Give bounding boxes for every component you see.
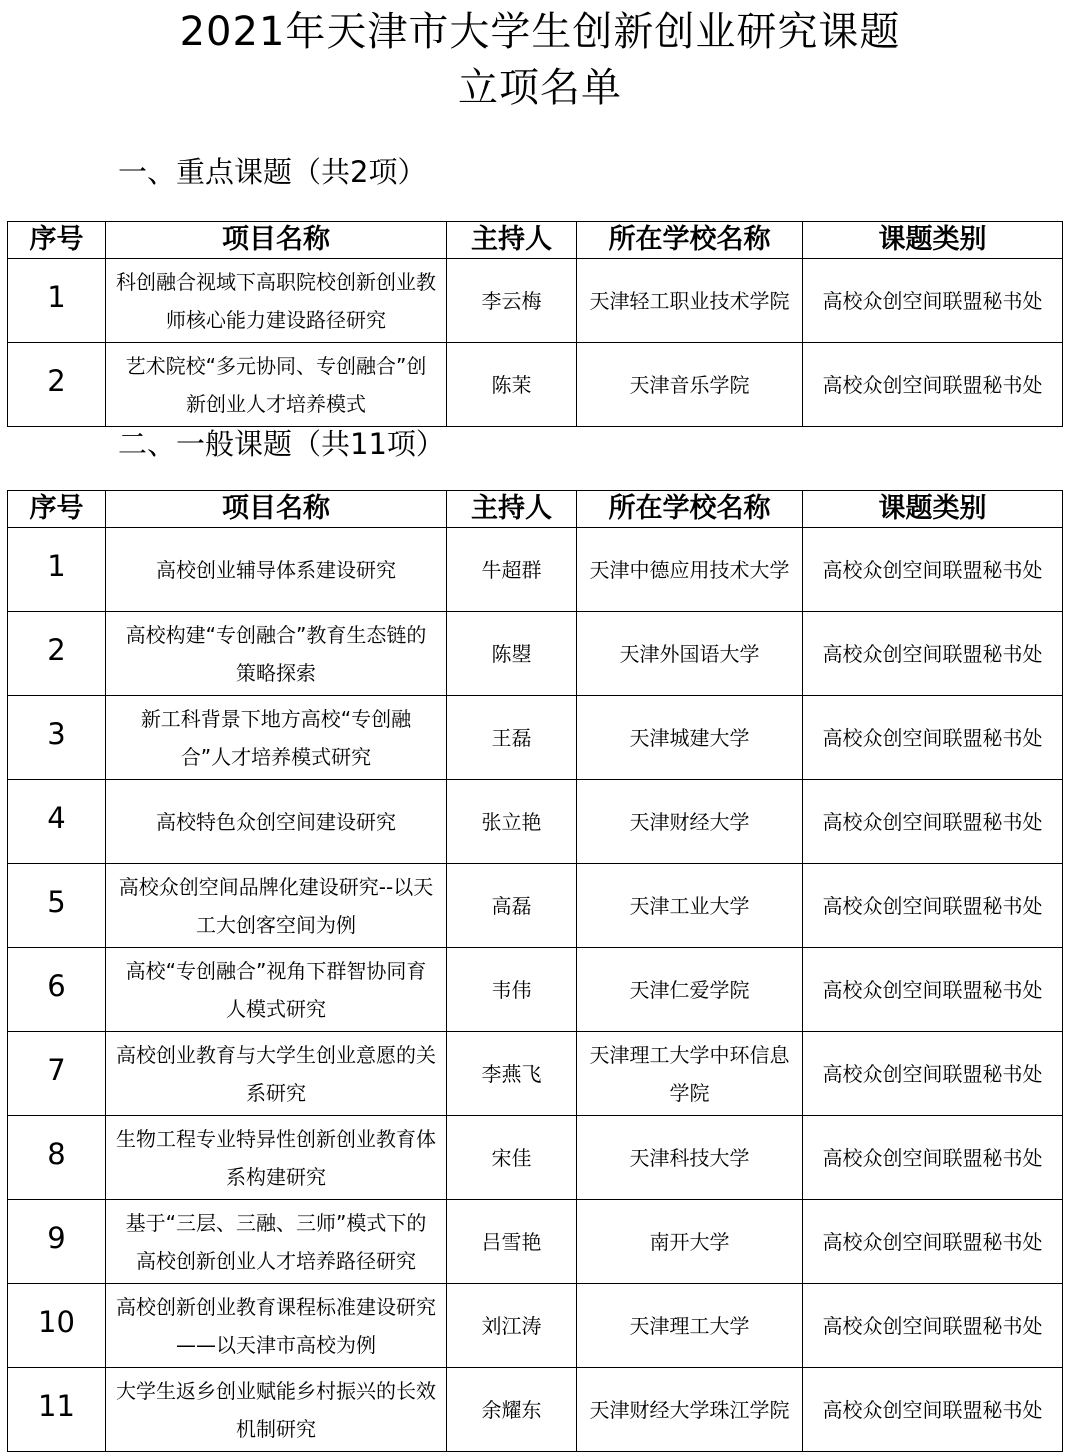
header-school: 所在学校名称 (577, 222, 803, 259)
row-number: 1 (8, 528, 106, 612)
header-host: 主持人 (447, 491, 577, 528)
project-category: 高校众创空间联盟秘书处 (803, 259, 1063, 343)
page-title: 2021年天津市大学生创新创业研究课题 (179, 9, 901, 55)
project-name: 科创融合视域下高职院校创新创业教师核心能力建设路径研究 (106, 259, 447, 343)
table-row (8, 1368, 1063, 1452)
host-name: 高磊 (447, 864, 577, 948)
header-category: 课题类别 (803, 222, 1063, 259)
table-body (8, 528, 1063, 1452)
school-name: 天津城建大学 (577, 696, 803, 780)
project-name: 生物工程专业特异性创新创业教育体系构建研究 (106, 1116, 447, 1200)
project-category: 高校众创空间联盟秘书处 (803, 780, 1063, 864)
host-name: 张立艳 (447, 780, 577, 864)
table-row (8, 343, 1063, 427)
table-row (8, 1032, 1063, 1116)
table-row (8, 696, 1063, 780)
row-number: 9 (8, 1200, 106, 1284)
row-number: 1 (8, 259, 106, 343)
project-category: 高校众创空间联盟秘书处 (803, 696, 1063, 780)
table-body (8, 259, 1063, 427)
project-category: 高校众创空间联盟秘书处 (803, 1368, 1063, 1452)
row-number: 5 (8, 864, 106, 948)
school-name: 天津财经大学 (577, 780, 803, 864)
page-subtitle: 立项名单 (458, 65, 622, 111)
header-host: 主持人 (447, 222, 577, 259)
section-heading-key: 一、重点课题（共2项） (118, 155, 427, 189)
project-category: 高校众创空间联盟秘书处 (803, 1284, 1063, 1368)
project-name: 高校“专创融合”视角下群智协同育人模式研究 (106, 948, 447, 1032)
project-name: 大学生返乡创业赋能乡村振兴的长效机制研究 (106, 1368, 447, 1452)
school-name: 天津外国语大学 (577, 612, 803, 696)
project-name: 基于“三层、三融、三师”模式下的高校创新创业人才培养路径研究 (106, 1200, 447, 1284)
row-number: 4 (8, 780, 106, 864)
project-category: 高校众创空间联盟秘书处 (803, 864, 1063, 948)
project-category: 高校众创空间联盟秘书处 (803, 343, 1063, 427)
project-category: 高校众创空间联盟秘书处 (803, 1032, 1063, 1116)
header-school: 所在学校名称 (577, 491, 803, 528)
school-name: 天津理工大学中环信息学院 (577, 1032, 803, 1116)
row-number: 3 (8, 696, 106, 780)
row-number: 7 (8, 1032, 106, 1116)
host-name: 宋佳 (447, 1116, 577, 1200)
school-name: 天津工业大学 (577, 864, 803, 948)
table-row (8, 1116, 1063, 1200)
host-name: 陈曌 (447, 612, 577, 696)
project-category: 高校众创空间联盟秘书处 (803, 948, 1063, 1032)
project-name: 高校创业辅导体系建设研究 (106, 528, 447, 612)
school-name: 南开大学 (577, 1200, 803, 1284)
table-row (8, 864, 1063, 948)
project-category: 高校众创空间联盟秘书处 (803, 528, 1063, 612)
project-name: 高校创新创业教育课程标准建设研究——以天津市高校为例 (106, 1284, 447, 1368)
school-name: 天津科技大学 (577, 1116, 803, 1200)
table-row (8, 528, 1063, 612)
project-category: 高校众创空间联盟秘书处 (803, 1200, 1063, 1284)
school-name: 天津中德应用技术大学 (577, 528, 803, 612)
row-number: 6 (8, 948, 106, 1032)
project-name: 新工科背景下地方高校“专创融合”人才培养模式研究 (106, 696, 447, 780)
header-name: 项目名称 (106, 491, 447, 528)
school-name: 天津理工大学 (577, 1284, 803, 1368)
header-no: 序号 (8, 222, 106, 259)
host-name: 韦伟 (447, 948, 577, 1032)
header-no: 序号 (8, 491, 106, 528)
host-name: 王磊 (447, 696, 577, 780)
header-category: 课题类别 (803, 491, 1063, 528)
table-header-row (8, 222, 1063, 259)
host-name: 李燕飞 (447, 1032, 577, 1116)
project-name: 艺术院校“多元协同、专创融合”创新创业人才培养模式 (106, 343, 447, 427)
header-name: 项目名称 (106, 222, 447, 259)
school-name: 天津仁爱学院 (577, 948, 803, 1032)
table-row (8, 948, 1063, 1032)
school-name: 天津财经大学珠江学院 (577, 1368, 803, 1452)
general-projects-table (7, 490, 1063, 1452)
host-name: 李云梅 (447, 259, 577, 343)
table-header-row (8, 491, 1063, 528)
project-name: 高校特色众创空间建设研究 (106, 780, 447, 864)
host-name: 吕雪艳 (447, 1200, 577, 1284)
row-number: 10 (8, 1284, 106, 1368)
row-number: 2 (8, 343, 106, 427)
table-row (8, 780, 1063, 864)
project-name: 高校众创空间品牌化建设研究--以天工大创客空间为例 (106, 864, 447, 948)
section-heading-general: 二、一般课题（共11项） (118, 427, 445, 461)
project-name: 高校创业教育与大学生创业意愿的关系研究 (106, 1032, 447, 1116)
host-name: 刘江涛 (447, 1284, 577, 1368)
table-row (8, 612, 1063, 696)
table-row (8, 259, 1063, 343)
project-name: 高校构建“专创融合”教育生态链的策略探索 (106, 612, 447, 696)
host-name: 牛超群 (447, 528, 577, 612)
row-number: 11 (8, 1368, 106, 1452)
host-name: 余耀东 (447, 1368, 577, 1452)
table-row (8, 1284, 1063, 1368)
table-row (8, 1200, 1063, 1284)
host-name: 陈茉 (447, 343, 577, 427)
project-category: 高校众创空间联盟秘书处 (803, 612, 1063, 696)
project-category: 高校众创空间联盟秘书处 (803, 1116, 1063, 1200)
key-projects-table (7, 221, 1063, 427)
school-name: 天津轻工职业技术学院 (577, 259, 803, 343)
school-name: 天津音乐学院 (577, 343, 803, 427)
row-number: 8 (8, 1116, 106, 1200)
row-number: 2 (8, 612, 106, 696)
